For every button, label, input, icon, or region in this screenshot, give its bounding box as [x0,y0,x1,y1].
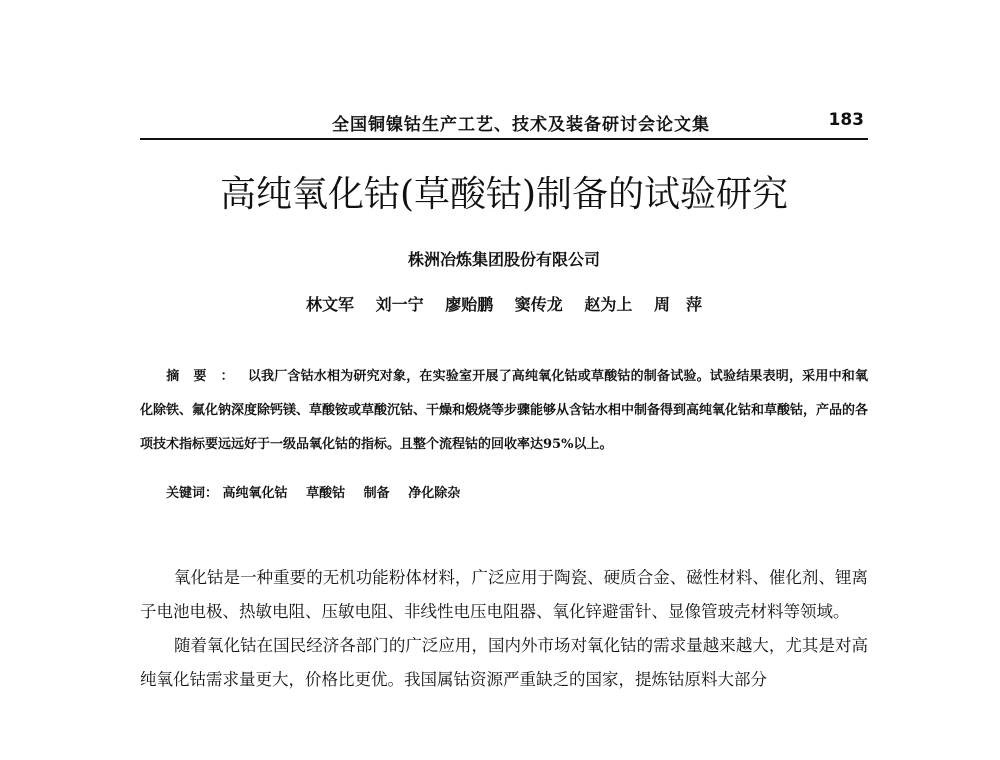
affiliation: 株洲冶炼集团股份有限公司 [407,250,600,269]
abstract-label: 摘要： [166,369,248,384]
running-head [140,110,868,136]
keywords-label: 关键词： [166,486,219,501]
keyword: 草酸钴 [306,486,346,501]
author: 窦传龙 [514,295,563,314]
author-list [140,292,868,315]
body-paragraph: 随着氧化钴在国民经济各部门的广泛应用，国内外市场对氧化钴的需求量越来越大，尤其是对高纯氧化钴需求量更大，价格比更优。我国属钴资源严重缺乏的国家，提炼钴原料大部分 [140,636,868,689]
keyword: 高纯氧化钴 [222,486,288,501]
keyword: 制备 [363,486,390,501]
author: 林文军 [306,295,355,314]
author: 赵为上 [584,295,633,314]
author: 刘一宁 [375,295,424,314]
keyword: 净化除杂 [408,486,461,501]
running-head-title: 全国铜镍钴生产工艺、技术及装备研讨会论文集 [332,115,710,135]
abstract-text: 以我厂含钴水相为研究对象，在实验室开展了高纯氧化钴或草酸钴的制备试验。试验结果表明，采用中和氧化除铁、氟化钠深度除钙镁、草酸铵或草酸沉钴、干燥和煅烧等步骤能够从含钴水相中制备得到高纯氧化钴和草酸钴，产品的各项技术指标要远远好于一级品氧化钴的指标。且整个流程钴的回收率达95%以上。 [140,369,869,452]
paper-title: 高纯氧化钴(草酸钴)制备的试验研究 [219,174,789,215]
body-paragraph: 氧化钴是一种重要的无机功能粉体材料，广泛应用于陶瓷、硬质合金、磁性材料、催化剂、锂离子电池电极、热敏电阻、压敏电阻、非线性电压电阻器、氧化锌避雷针、显像管玻壳材料等领域。 [140,568,868,621]
page-number: 183 [828,110,864,130]
abstract-paragraph [140,360,868,462]
body-text [140,561,868,697]
abstract [140,360,868,462]
author: 廖贻鹏 [445,295,494,314]
header-rule [140,138,868,140]
author: 周 萍 [653,295,702,314]
keywords [166,482,474,501]
